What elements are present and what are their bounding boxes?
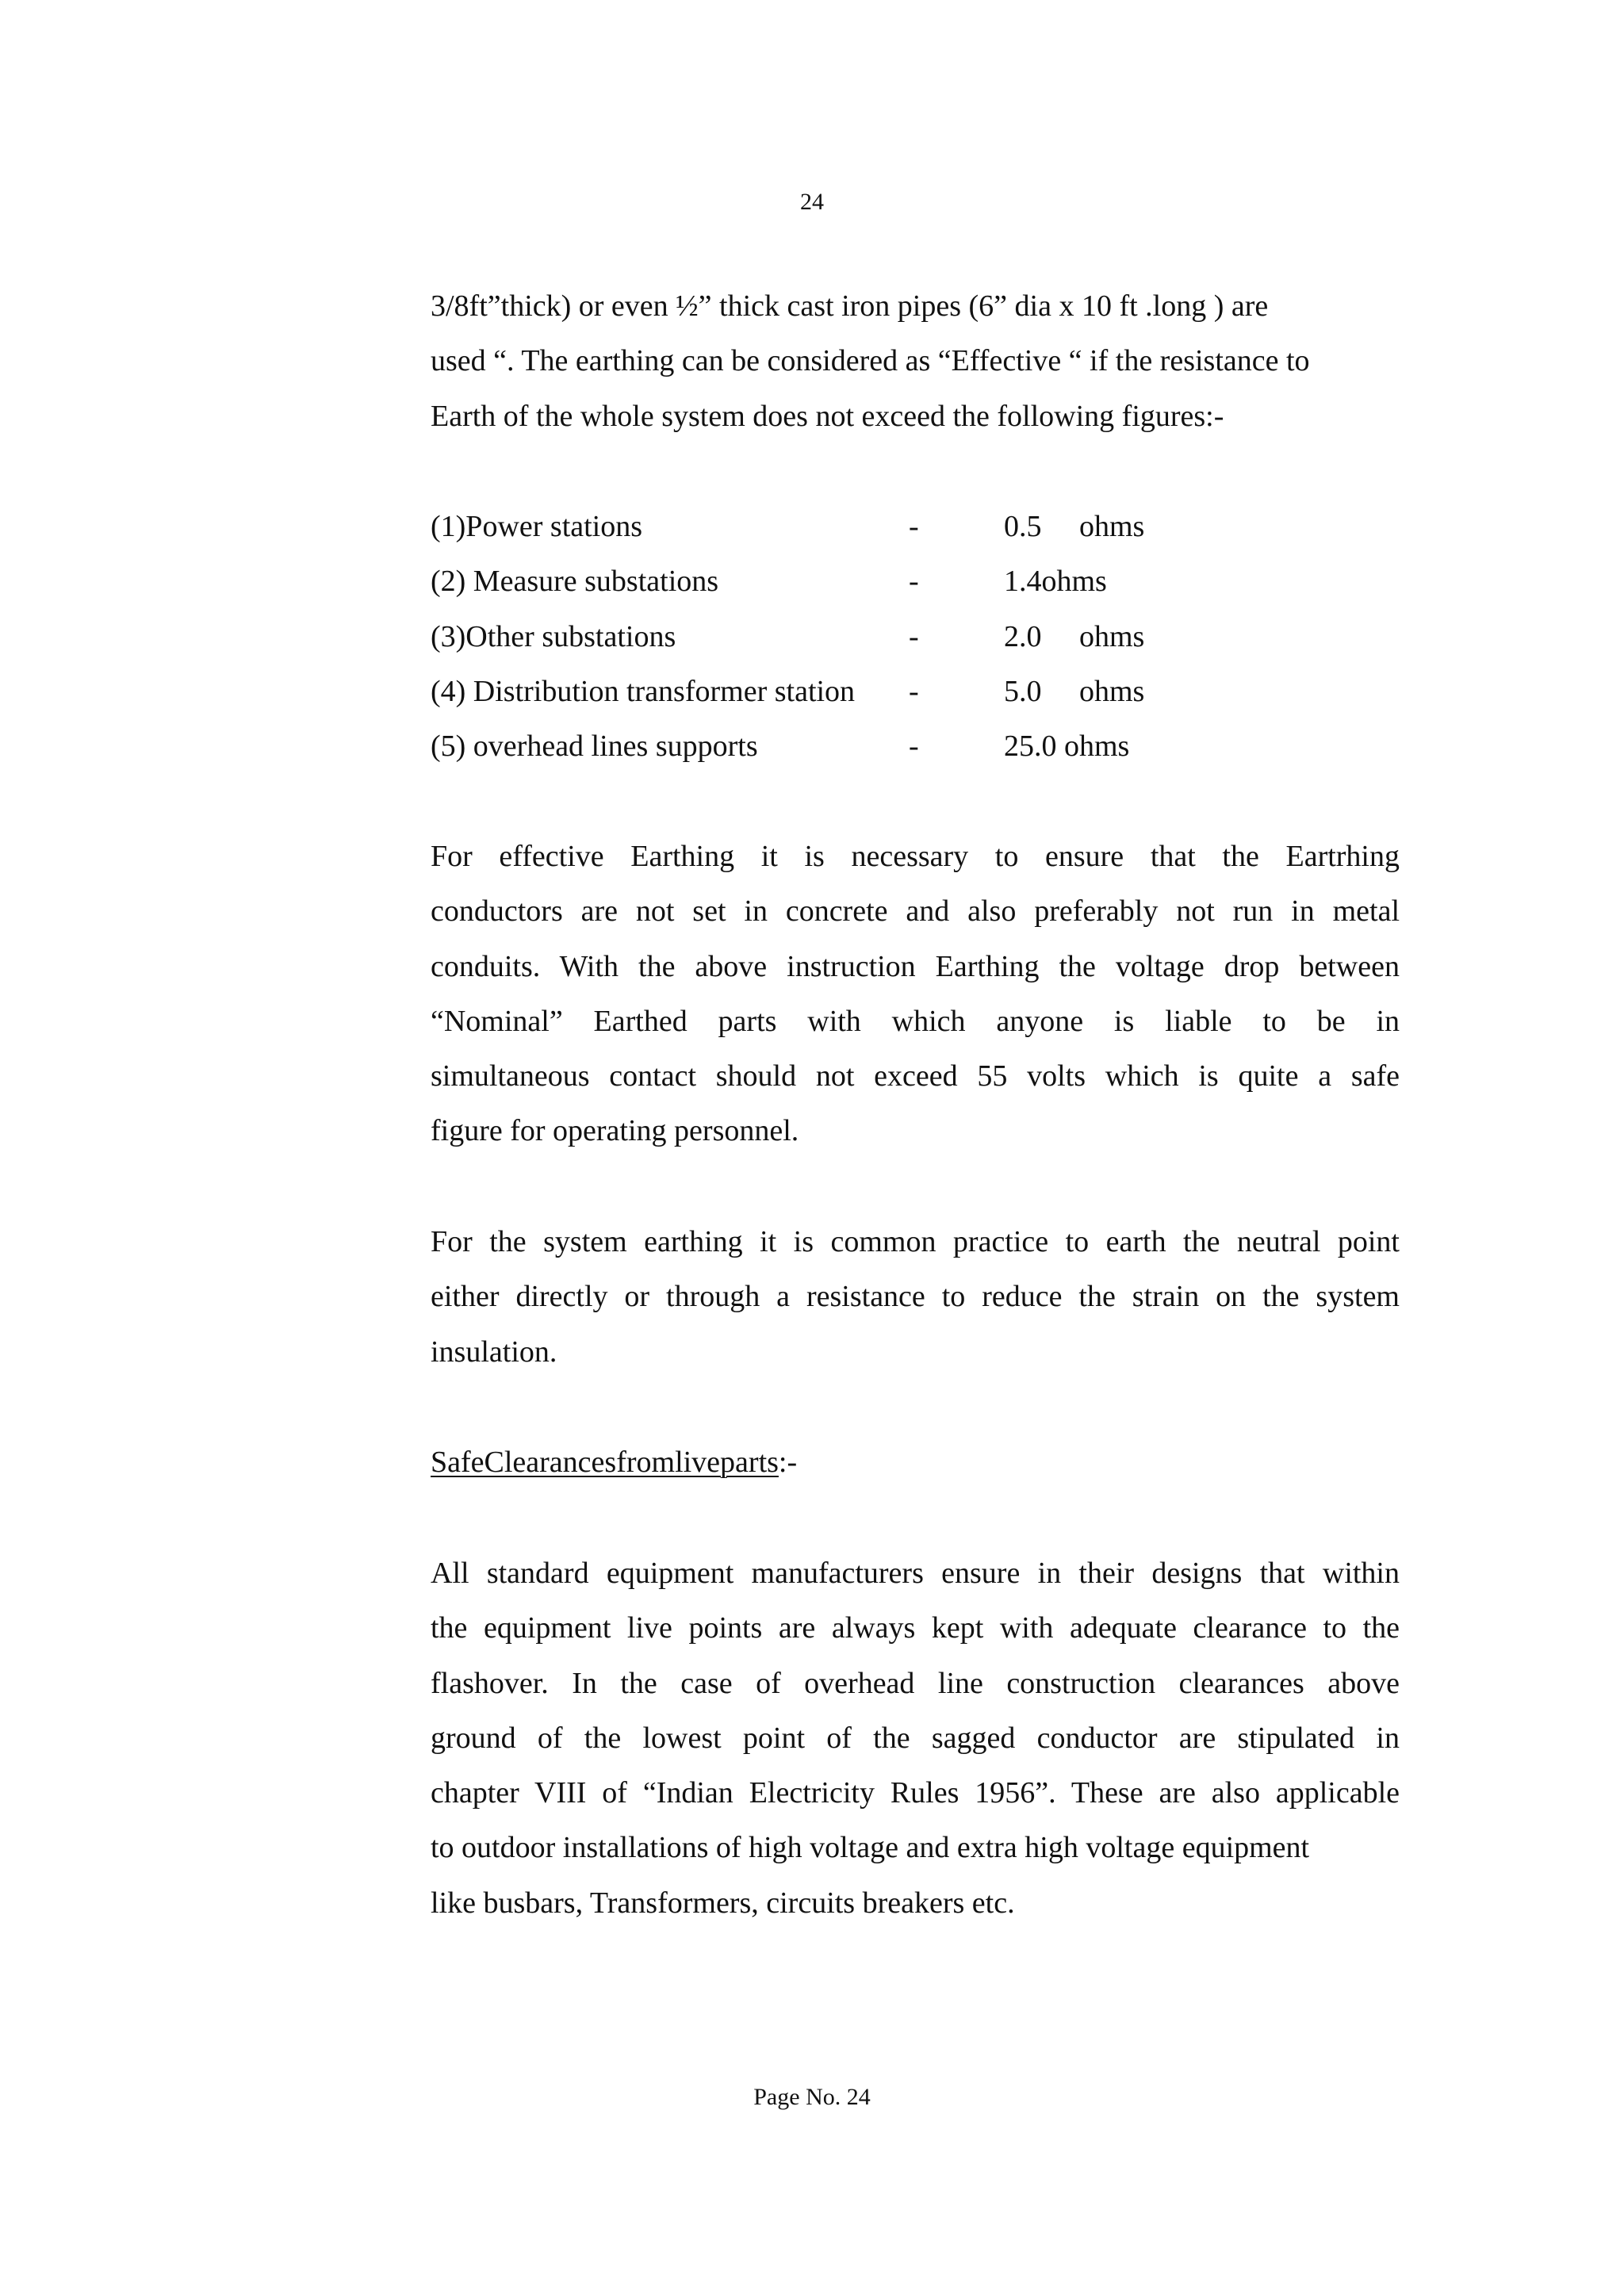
effective-earthing-paragraph xyxy=(431,829,1400,1159)
table-row xyxy=(431,719,1400,774)
row-label: (4) Distribution transformer station xyxy=(431,674,856,708)
system-earthing-paragraph xyxy=(431,1215,1400,1380)
paragraph-line: conductors are not set in concrete and also preferably not run in metal xyxy=(431,894,1400,929)
paragraph-line: like busbars, Transformers, circuits breakers etc. xyxy=(431,1886,1015,1920)
resistance-table xyxy=(431,500,1400,774)
paragraph-line: conduits. With the above instruction Earthing the voltage drop between xyxy=(431,949,1400,983)
row-value: 1.4ohms xyxy=(1004,565,1107,599)
paragraph-line: either directly or through a resistance to reduce the strain on the system xyxy=(431,1280,1400,1314)
paragraph-line: For effective Earthing it is necessary to ensure that the Eartrhing xyxy=(431,840,1400,873)
section-heading-suffix: :- xyxy=(778,1446,798,1479)
paragraph-line: simultaneous contact should not exceed 55 volts which is quite a safe xyxy=(431,1059,1400,1093)
row-value: 0.5 ohms xyxy=(1004,510,1145,543)
section-heading xyxy=(431,1435,797,1490)
intro-line: 3/8ft”thick) or even ½” thick cast iron pipes (6” dia x 10 ft .long ) are xyxy=(431,289,1269,323)
paragraph-line: flashover. In the case of overhead line construction clearances above xyxy=(431,1666,1400,1700)
paragraph-line: to outdoor installations of high voltage and extra high voltage equipment xyxy=(431,1831,1310,1865)
intro-line: Earth of the whole system does not exceed the following figures:- xyxy=(431,399,1224,433)
table-row xyxy=(431,610,1400,664)
table-row xyxy=(431,554,1400,609)
row-value: 25.0 ohms xyxy=(1004,730,1130,764)
section-heading-title: SafeClearancesfromliveparts xyxy=(431,1446,779,1479)
row-value: 2.0 ohms xyxy=(1004,619,1145,653)
row-label: (2) Measure substations xyxy=(431,565,719,599)
paragraph-line: figure for operating personnel. xyxy=(431,1114,799,1148)
table-row xyxy=(431,500,1400,554)
intro-line: used “. The earthing can be considered as “Effective “ if the resistance to xyxy=(431,344,1310,378)
row-label: (5) overhead lines supports xyxy=(431,730,758,764)
page-number-top: 24 xyxy=(800,189,824,215)
row-value: 5.0 ohms xyxy=(1004,674,1145,708)
row-label: (1)Power stations xyxy=(431,510,643,543)
table-row xyxy=(431,664,1400,719)
paragraph-line: the equipment live points are always kept with adequate clearance to the xyxy=(431,1611,1400,1645)
clearances-paragraph xyxy=(431,1546,1400,1931)
row-dash: - xyxy=(909,730,919,764)
page-footer: Page No. 24 xyxy=(753,2084,871,2110)
row-dash: - xyxy=(909,565,919,599)
paragraph-line: “Nominal” Earthed parts with which anyone is liable to be in xyxy=(431,1004,1400,1038)
paragraph-line: chapter VIII of “Indian Electricity Rules 1956”. These are also applicable xyxy=(431,1776,1400,1810)
row-dash: - xyxy=(909,674,919,708)
paragraph-line: For the system earthing it is common practice to earth the neutral point xyxy=(431,1225,1400,1258)
paragraph-line: ground of the lowest point of the sagged conductor are stipulated in xyxy=(431,1721,1400,1755)
paragraph-line: All standard equipment manufacturers ensure in their designs that within xyxy=(431,1557,1400,1590)
row-dash: - xyxy=(909,619,919,653)
row-label: (3)Other substations xyxy=(431,619,676,653)
row-dash: - xyxy=(909,510,919,543)
paragraph-line: insulation. xyxy=(431,1335,557,1369)
intro-paragraph xyxy=(431,279,1400,444)
